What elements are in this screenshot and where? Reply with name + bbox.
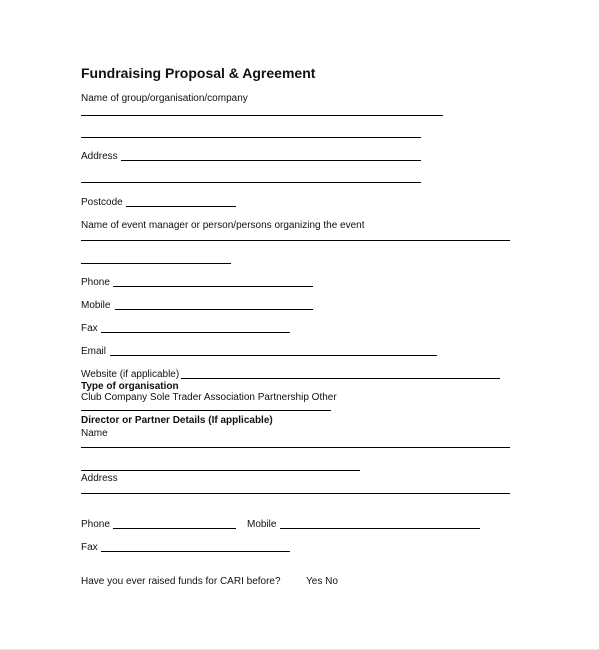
form-title: Fundraising Proposal & Agreement [81, 65, 316, 81]
event-manager-field-line-2[interactable] [81, 263, 231, 264]
phone-field-line[interactable] [113, 286, 313, 287]
director-fax-field-line[interactable] [101, 551, 290, 552]
group-name-field-line-2[interactable] [81, 137, 421, 138]
address-field-line-1[interactable] [121, 160, 421, 161]
director-address-label: Address [81, 473, 118, 484]
mobile-label: Mobile [81, 300, 111, 311]
event-manager-field-line-1[interactable] [81, 240, 510, 241]
director-name-field-line-2[interactable] [81, 470, 360, 471]
website-field-line[interactable] [181, 378, 500, 379]
cari-question: Have you ever raised funds for CARI before? [81, 576, 281, 587]
address-label: Address [81, 151, 118, 162]
email-label: Email [81, 346, 107, 357]
director-mobile-label: Mobile [247, 519, 277, 530]
yes-no-options[interactable]: Yes No [306, 576, 338, 587]
director-phone-field-line[interactable] [113, 528, 236, 529]
director-phone-label: Phone [81, 519, 110, 530]
phone-label: Phone [81, 277, 110, 288]
fax-label: Fax [81, 323, 98, 334]
website-label: Website (if applicable) [81, 369, 180, 380]
fax-field-line[interactable] [101, 332, 290, 333]
event-manager-label: Name of event manager or person/persons organizing the event [81, 220, 365, 231]
email-field-line[interactable] [110, 355, 437, 356]
postcode-field-line[interactable] [126, 206, 236, 207]
org-type-heading: Type of organisation [81, 381, 179, 392]
director-fax-label: Fax [81, 542, 98, 553]
org-type-field-line[interactable] [81, 410, 331, 411]
group-name-label: Name of group/organisation/company [81, 93, 248, 104]
director-heading: Director or Partner Details (If applicable) [81, 415, 273, 426]
director-address-field-line[interactable] [81, 493, 510, 494]
address-field-line-2[interactable] [81, 182, 421, 183]
director-name-label: Name [81, 428, 108, 439]
group-name-field-line-1[interactable] [81, 115, 443, 116]
org-type-options: Club Company Sole Trader Association Partnership Other [81, 392, 337, 403]
director-mobile-field-line[interactable] [280, 528, 480, 529]
postcode-label: Postcode [81, 197, 123, 208]
mobile-field-line[interactable] [115, 309, 313, 310]
director-name-field-line-1[interactable] [81, 447, 510, 448]
